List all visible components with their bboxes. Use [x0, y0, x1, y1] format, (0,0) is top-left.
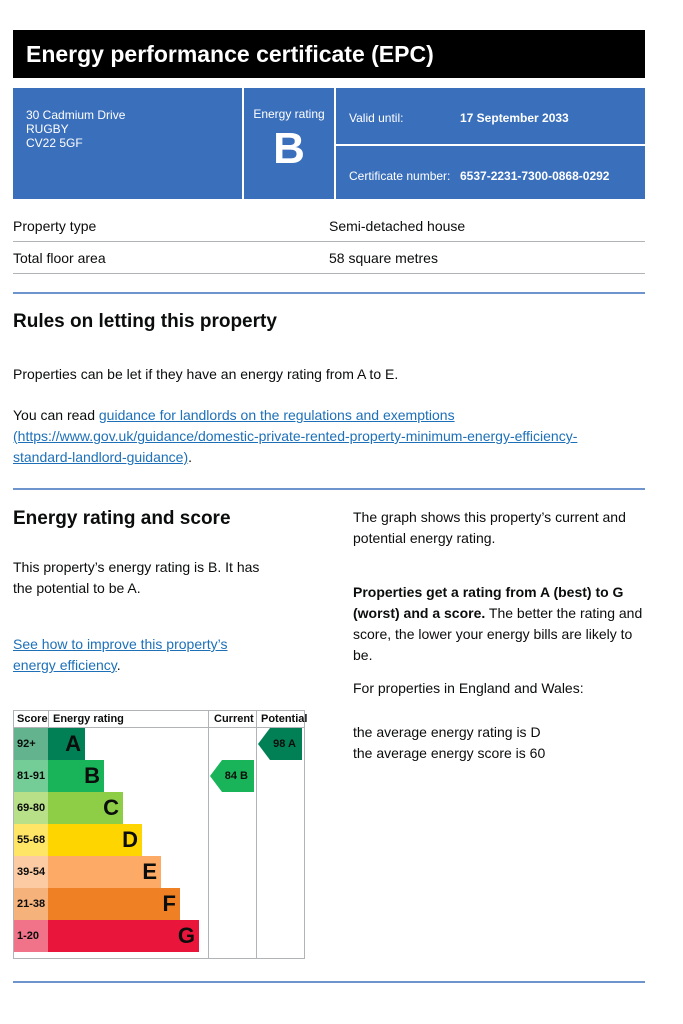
averages — [353, 722, 645, 764]
property-type-row — [13, 210, 645, 242]
chart-column-rule — [256, 711, 257, 958]
region-note: For properties in England and Wales: — [353, 680, 584, 696]
band-score-g: 1-20 — [14, 920, 48, 952]
potential-rating-arrow — [258, 728, 302, 760]
band-letter-e: E — [142, 859, 157, 884]
property-type-label: Property type — [13, 218, 97, 234]
floor-area-value: 58 square metres — [329, 250, 438, 266]
band-bar-f — [48, 888, 180, 920]
section-divider — [13, 292, 645, 294]
graph-description: The graph shows this property’s current and potential energy rating. — [353, 509, 626, 546]
guidance-suffix: . — [188, 449, 192, 465]
floor-area-label: Total floor area — [13, 250, 106, 266]
rating-summary: This property’s energy rating is B. It has the potential to be A. — [13, 559, 260, 596]
band-letter-d: D — [122, 827, 138, 852]
band-score-a: 92+ — [14, 728, 48, 760]
band-score-d: 55-68 — [14, 824, 48, 856]
band-bar-d — [48, 824, 142, 856]
divider — [336, 144, 645, 146]
rating-explanation-bold: Properties get a rating from A (best) to G (worst) and a score. — [353, 584, 624, 621]
rating-explanation — [353, 582, 645, 666]
improve-suffix: . — [116, 657, 121, 673]
band-score-c: 69-80 — [14, 792, 48, 824]
band-bar-b — [48, 760, 104, 792]
section-divider — [13, 488, 645, 490]
rules-paragraph: Properties can be let if they have an energy rating from A to E. — [13, 366, 399, 382]
chart-header-rating: Energy rating — [53, 713, 124, 725]
property-type-value: Semi-detached house — [329, 218, 466, 234]
energy-rating-chart — [13, 710, 308, 959]
band-score-f: 21-38 — [14, 888, 48, 920]
rules-guidance-paragraph — [13, 405, 625, 468]
improve-paragraph — [13, 634, 273, 676]
band-letter-g: G — [177, 923, 195, 948]
valid-until-value: 17 September 2033 — [460, 111, 569, 125]
band-score-e: 39-54 — [14, 856, 48, 888]
band-letter-c: C — [103, 795, 119, 820]
chart-header-potential: Potential — [261, 713, 308, 725]
band-bar-g — [48, 920, 199, 952]
certificate-number-label: Certificate number: — [349, 169, 451, 183]
improve-efficiency-link[interactable]: See how to improve this property’s energy efficiency — [13, 636, 228, 673]
floor-area-row — [13, 242, 645, 274]
chart-header-current: Current — [214, 713, 254, 725]
band-bar-e — [48, 856, 161, 888]
chart-header-score: Score — [17, 713, 48, 725]
page-title: Energy performance certificate (EPC) — [13, 30, 645, 78]
certificate-summary — [13, 88, 645, 199]
valid-until-label: Valid until: — [349, 111, 404, 125]
certificate-number-value: 6537-2231-7300-0868-0292 — [460, 169, 610, 183]
average-score: the average energy score is 60 — [353, 745, 546, 761]
band-letter-a: A — [65, 731, 81, 756]
address-line-2: RUGBY — [26, 122, 69, 136]
section-divider — [13, 981, 645, 983]
band-bar-c — [48, 792, 123, 824]
address-line-3: CV22 5GF — [26, 136, 83, 150]
guidance-prefix: You can read — [13, 407, 99, 423]
band-bar-a — [48, 728, 85, 760]
band-letter-b: B — [84, 763, 100, 788]
band-letter-f: F — [162, 891, 176, 916]
rules-heading: Rules on letting this property — [13, 311, 277, 332]
chart-column-rule — [208, 711, 209, 958]
energy-rating-letter: B — [273, 124, 305, 173]
average-rating: the average energy rating is D — [353, 724, 541, 740]
current-rating-arrow-label: 84 B — [224, 770, 248, 782]
address-line-1: 30 Cadmium Drive — [26, 108, 126, 122]
current-rating-arrow — [210, 760, 254, 792]
rating-heading: Energy rating and score — [13, 508, 231, 529]
potential-rating-arrow-label: 98 A — [273, 738, 296, 750]
chart-column-rule — [48, 711, 49, 727]
energy-rating-label: Energy rating — [253, 107, 325, 121]
landlord-guidance-link[interactable]: guidance for landlords on the regulations and exemptions (https://www.gov.uk/guidance/domestic-private-rented-property-minimum-energy-efficiency-standard-landlord-guidance) — [13, 407, 578, 465]
rating-explanation-rest: The better the rating and score, the lower your energy bills are likely to be. — [353, 605, 643, 663]
band-score-b: 81-91 — [14, 760, 48, 792]
property-address — [26, 108, 125, 150]
